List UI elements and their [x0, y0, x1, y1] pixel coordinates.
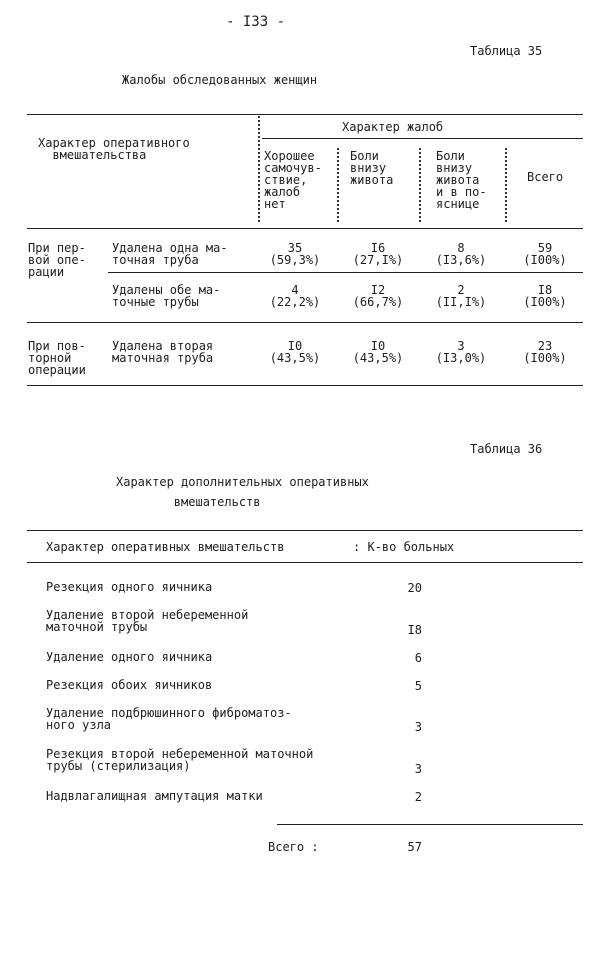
table-36-total-value: 57: [407, 840, 422, 854]
row-value: 6: [414, 651, 422, 665]
table-36-head-rule: [27, 562, 583, 563]
cell-col4: I8 (I00%): [523, 283, 567, 309]
row-name: Удалена одна ма- точная труба: [112, 241, 228, 267]
table-35-bottom-rule: [27, 385, 583, 386]
cell-col2: I2 (66,7%): [352, 283, 404, 309]
cell-col4: 23 (I00%): [523, 339, 567, 365]
row-name: Резекция второй небеременной маточной трубы (стерилизация): [46, 747, 314, 773]
cell-col1: 35 (59,3%): [269, 241, 321, 267]
cell-col4: 59 (I00%): [523, 241, 567, 267]
table-36-total-label: Всего :: [268, 840, 319, 854]
row-value: 3: [414, 762, 422, 776]
row-name: Надвлагалищная ампутация матки: [46, 789, 263, 803]
row-value: 2: [414, 790, 422, 804]
row-value: 20: [407, 581, 422, 595]
table-35-row-divider: [108, 272, 583, 273]
row-name: Удаление одного яичника: [46, 650, 213, 664]
table-35-head-col4: Всего: [527, 170, 564, 184]
table-36-head-left: Характер оперативных вмешательств: [46, 540, 285, 554]
row-name: Удаление подбрюшинного фиброматоз- ного узла: [46, 706, 292, 732]
table-35-head-sep-4: [505, 148, 507, 222]
table-35-top-rule: [27, 114, 583, 115]
cell-col3: 2 (II,I%): [435, 283, 487, 309]
table-35-head-sep-3: [419, 148, 421, 222]
table-35-head-col2: Боли внизу живота: [350, 149, 394, 187]
table-36-head-right: : К-во больных: [353, 540, 455, 554]
row-value: I8: [407, 623, 422, 637]
cell-col3: 8 (I3,6%): [435, 241, 487, 267]
table-35-head-col3: Боли внизу живота и в по- яснице: [436, 149, 487, 211]
row-value: 3: [414, 720, 422, 734]
row-name: Резекция обоих яичников: [46, 678, 213, 692]
cell-col3: 3 (I3,0%): [435, 339, 487, 365]
table-36-top-rule: [27, 530, 583, 531]
group-label: При пов- торной операции: [28, 339, 86, 377]
table-35-head-rule: [27, 228, 583, 229]
cell-col2: I6 (27,I%): [352, 241, 404, 267]
table-35-head-sep-2: [337, 148, 339, 222]
cell-col1: 4 (22,2%): [269, 283, 321, 309]
row-name: Резекция одного яичника: [46, 580, 213, 594]
row-name: Удалены обе ма- точные трубы: [112, 283, 221, 309]
cell-col2: I0 (43,5%): [352, 339, 404, 365]
table-35-group-rule: [27, 322, 583, 323]
table-35-title: Жалобы обследованных женщин: [122, 73, 318, 87]
table-35-head-col1: Хорошее самочув- ствие, жалоб нет: [264, 149, 322, 211]
table-35-head-intervention: Характер оперативного вмешательства: [38, 136, 190, 162]
table-36-label: Таблица 36: [470, 442, 543, 456]
table-36-total-rule: [277, 824, 583, 825]
page-number: - I33 -: [226, 14, 286, 30]
table-35-head-sep-1: [258, 116, 260, 222]
row-name: Удалена вторая маточная труба: [112, 339, 214, 365]
cell-col1: I0 (43,5%): [269, 339, 321, 365]
table-35-head-subrule: [262, 138, 583, 139]
row-value: 5: [414, 679, 422, 693]
table-36-title: Характер дополнительных оперативных вмешательств: [116, 475, 369, 509]
row-name: Удаление второй небеременной маточной трубы: [46, 608, 249, 634]
group-label: При пер- вой опе- рации: [28, 241, 86, 279]
table-35-head-complaints: Характер жалоб: [342, 120, 444, 134]
table-35-label: Таблица 35: [470, 44, 543, 58]
